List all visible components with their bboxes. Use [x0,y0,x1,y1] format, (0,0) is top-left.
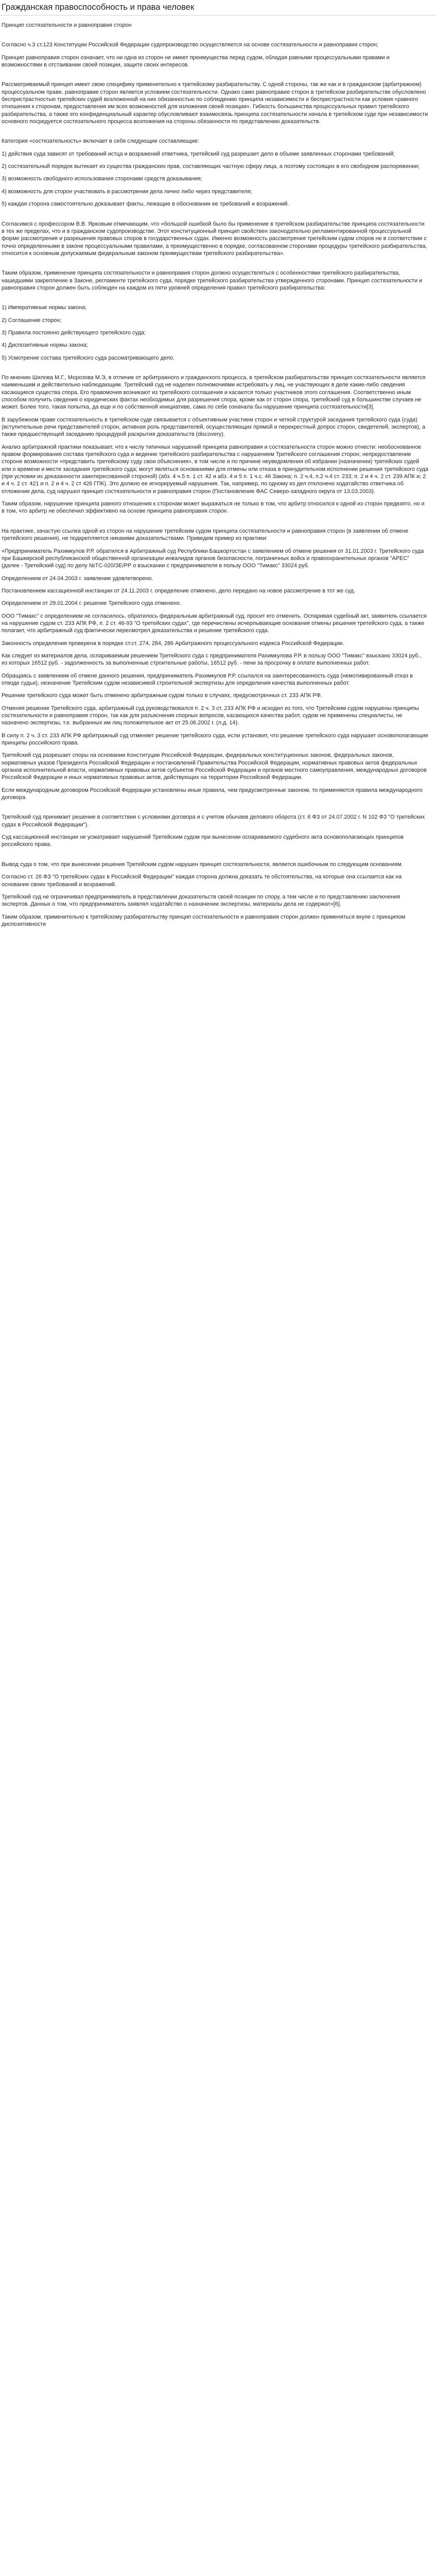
article-paragraph: 5) Усмотрение состава третейского суда рассматривающего дело. [2,354,175,361]
article-paragraph: Анализ арбитражной практики показывает, что к числу типичных нарушений принципа равноправия и состязательности сторон можно отнести: необоснованное правом формирования состава третейского суда и ведение третейского разбирательства с нарушением Третейского соглашения сторон; непредоставление стороне возможности «представить третейскому суду свои объяснения», в том числе и по причине неуведомления об избрании (назначении) третейских судей или о времени и месте заседания третейского суда; могут являться основаниями для отмены или отказа в принудительном исполнении решения третейского суда (при условии их доказанности заинтересованной стороной) (абз. 4 ч.5 п. 1 ст. 42 и абз. 4 и 5 п. 1 ч.с. 46 Закона; п. 2 ч.4, п.2 ч.4 ст. 233; п. 2 и 4 ч. 2 ст. 239 АПК и; 2 и 4 ч. 2 ст. 421 и п. 2 и 4 ч. 2 ст 426 ГПК). Это должно ее игнорируемый нарушения. Так, например, по одному из дел отклонено ходатайство ответчика об отложении дела, суд нарушил принцип состязательности и равноправия сторон (Постановление ФАС Северо-западного округа от 13.03.2003). [2,444,428,495]
article-paragraph: Таким образом, применение принципа состязательности и равноправия сторон должно осуществляться с особенностями третейского разбирательства, нашедшими закрепление в Законе, регламенте третейского суда, порядке третейского разбирательства утвержденного сторонами. Принцип состязательности и равноправия сторон должен быть соблюден на каждом из пяти уровней определения правил третейского разбирательства: [2,270,423,291]
article-paragraph: ООО "Тимакс" с определением не согласилось, обратилось федеральным арбитражный суд, просит его отменить. Оспаривая судебный акт, заявитель ссылается на нарушение судом ст. 233 АПК РФ, п. 2 ст. 46-93 "О третейских судах", где перечислены исчерпывающие основания отмены решения третейского суда, а также полагает, что арбитражный суд фактически пересмотрел доказательства и решение третейского суда. [2,613,427,634]
paragraph-gap [2,806,428,814]
article-paragraph: Законность определения проверена в порядке ст.ст. 274, 284, 286 Арбитражного процессуального кодекса Российской Федерации. [2,640,344,647]
paragraph-gap [2,262,428,269]
article-paragraph: Вывод суда о том, что при вынесении решения Третейским судом нарушен принцип состязательности, является ошибочным по следующим основаниям. [2,861,403,868]
article-paragraph: 2) Соглашение сторон; [2,317,62,324]
article-paragraph: Таким образом, применительно к третейскому разбирательству принцип состязательности и равноправия сторон должен применяться вкупе с принципом диспозитивности [2,913,406,927]
article-paragraph: Принцип равноправия сторон означает, что ни одна из сторон не имеет преимущества перед судом, обладая равными процессуальными правами и возможностями в отстаивании своей позиции, защите своих интересов. [2,54,390,69]
article-paragraph: Как следует из материалов дела, оспариваемым решением Третейского суда с предпринимателя Рахимкулова Р.Р. в пользу ООО "Тимакс" взыскано 33024 руб., из которых 16512 руб. - задолженность за выполненные строительные работы, 16512 руб. - пени за просрочку в оплате выполненных работ. [2,652,422,667]
paragraph-gap [2,297,428,304]
article-paragraph: Согласно ст. 26 ФЗ "О третейских судах в Российской Федерации" каждая сторона должна доказать те обстоятельства, на которые она ссылается как на основание своих требований и возражений. [2,874,402,888]
article-paragraph: Обращаясь с заявлением об отмене данного решения, предприниматель Рахимкулов Р.Р. ссылался на заинтересованность суда (немотивированный отказ в отводе судьи), незначение Третейским судом независимой строительной экспертизы для определения качества выполненных работ. [2,672,413,686]
article-paragraph: Рассматриваемый принцип имеет свою специфику применительно к третейскому разбирательству. С одной стороны, так же как и в гражданском (арбитражном) процессуальном праве, равноправие сторон является условием состязательности. Однако само равноправие сторон в третейском разбирательстве обусловлено беспристрастностью третейских судей возложенной на них обязанностью по соблюдению принципа независимости и беспристрастности как условия «равного отношения к сторонам, предоставления им всех возможностей для изложения своей позиции». Гибкость большинства процессуальных правил третейского разбирательства, а также его конфиденциальный характер обусловливают взаимосвязь принципа состязательности начала в третейском суде при независимости основного посредуется состязательного процесса возложения на стороны обязанности по представлению доказательств. [2,81,428,125]
article-paragraph: Принцип состязательности и равноправия сторон [2,22,132,28]
article-paragraph: Согласно ч.3 ст.123 Конституции Российской Федерации судопроизводство осуществляется на основе состязательности и равноправия сторон; [2,42,379,48]
article-paragraph: Третейский суд принимает решение в соответствии с условиями договора и с учетом обычаев делового оборота (ст. 6 ФЗ от 24.07.2002 г. N 102 ФЗ "О третейских судах в Российской Федерации"). [2,814,425,828]
article-paragraph: Решение третейского суда может быть отменено арбитражным судом только в случаях, предусмотренных ст. 233 АПК РФ. [2,692,322,699]
article-paragraph: Таким образом, нарушение принципа равного отношения к сторонам может выражаться не только в том, что арбитр относился к одной из сторон предвзято, но и в том, что арбитр не обеспечил эффективно на основе принципа равноправия сторон. [2,501,425,515]
paragraph-gap [2,854,428,861]
article-paragraph: Категория «состязательность» включает в себя следующие составляющие: [2,138,199,145]
article-paragraph: Третейский суд разрешает споры на основании Конституции Российской Федерации, федеральных конституционных законов, федеральных законов, нормативных указов Президента Российской Федерации и постановлений Правительства Российской Федерации, нормативных правовых актов федеральных органов исполнительной власти, нормативных правовых актов субъектов Российской Федерации и органов местного самоуправления, международных договоров Российской Федерации и иных нормативных правовых актов, действующих на территории Российской Федерации. [2,752,427,781]
article-paragraph: 1) действия суда зависят от требований истца и возражений ответчика, третейский суд разрешает дело в объеме заявленных сторонами требований; [2,150,395,157]
article-paragraph: 4) возможность для сторон участвовать в рассмотрении дела лично либо через представителя; [2,188,252,195]
article-paragraph: 5) каждая сторона самостоятельно доказывает факты, лежащие в обосновании ее требований и возражений. [2,201,289,208]
article-paragraph: В зарубежном праве состязательность в третейском суде связывается с объективным участием сторон и четкой структурой заседания третейского суда (суда) (вступительные речи представителей сторон, активная роль представителей, осуществляющих прямой и перекрестный допрос сторон, свидетелей, экспертов), а также предшествующей заседанию процедурой раскрытия доказательств (discovery). [2,416,426,438]
article-paragraph: Постановлением кассационной инстанции от 24.11.2003 г. определение отменено, дело передано на новое рассмотрение в тот же суд. [2,587,355,594]
article-paragraph: Определением от 24.04.2003 г. заявление удовлетворено. [2,575,153,582]
article-paragraph: 3) Правила постоянно действующего третейского суда; [2,329,146,336]
paragraph-gap [2,520,428,528]
paragraph-gap [2,74,428,81]
article-paragraph: 1) Императивные нормы закона; [2,304,87,311]
article-paragraph: Если международным договором Российской Федерации установлены иные правила, чем предусмотренные законом, то применяются правила международного договора. [2,787,423,801]
article-paragraph: В силу п. 2 ч. 3 ст. 233 АПК РФ арбитражный суд отменяет решение третейского суда, если установит, что решение третейского суда нарушает основополагающие принципы российского права. [2,732,428,747]
article-paragraph: Определением от 29.01.2004 г. решение Третейского суда отменено. [2,600,182,607]
article-paragraph: Отменяя решение Третейского суда, арбитражный суд руководствовался п. 2 ч. 3 ст. 233 АПК РФ и исходил из того, что Третейским судом нарушены принципы состязательности и равноправия сторон, так как для разъяснения спорных вопросов, касающихся качества работ, судом не применены специалисты, не назначено экспертизы, т.е. выбранных им лиц положительное акт от 25.06.2002 г. (л.д. 14). [2,705,419,726]
page-title: Гражданская правоспособность и права человек [2,3,195,12]
page-header [0,0,436,15]
paragraph-gap [2,34,428,41]
article-paragraph: Согласимся с профессором В.В. Ярковым отмечающим, что «большой ошибкой было бы применение в третейском разбирательстве принципа состязательности в тех же пределах, что и в гражданском судопроизводстве. Этот конституционный принцип свойствен законодательно регламентированной процессуальной форме рассмотрения и разрешения правовых споров в государственных судах. Именно возможность рассмотрения третейским судом споров не в соответствии с точно определенными в законе процессуальными правилами, а преимущественно в порядке, согласованном сторонами процедуры третейского разбирательства, относится к основным допускаемым федеральным законом преимуществам третейского разбирательства». [2,221,427,257]
paragraph-gap [2,367,428,374]
paragraph-gap [2,213,428,221]
article-paragraph: 2) состязательный порядок вытекает из существа гражданских прав, составляющих частную сферу лица, а поэтому состоящих в его свободном распоряжении; [2,163,420,170]
paragraph-gap [2,130,428,138]
article-paragraph: Суд кассационной инстанции не усматривает нарушений Третейским судом при вынесении оспариваемого судебного акта основополагающих принципов российского права. [2,834,404,848]
article-paragraph: На практике, зачастую ссылка одной из сторон на нарушение третейским судом принципа состязательности и равноправия сторон (в заявлении об отмене третейского решения), не подкрепляется никакими доказательствами. Приведем пример из практики: [2,528,409,542]
article-paragraph: По мнению Шилова М.Г., Морозова М.Э, в отличие от арбитражного и гражданского процесса, в третейском разбирательстве принцип состязательности является наименьшим и действительно наблюдающим. Третейский суд не наделен полномочиями истребовать у лиц, не участвующих в деле какие-либо сведения касающиеся существа спора. Его правомочия возникают из третейского соглашения и касаются только участников этого соглашения. Соответственно иным способом получить сведения о юридических фактах необходимых для разрешения спора, кроме как от сторон спора, третейский суд в большинстве случаев не может. Более того, такая попытка, да еще и по собственной инициативе, сама по себе означала бы нарушение принципа состязательности[3]. [2,374,426,411]
article-paragraph: 4) Диспозитивные нормы закона; [2,342,88,349]
article-body [0,15,430,928]
article-paragraph: Третейский суд не ограничивал предприниматель в представлении доказательств своей позиции по спору, а тем числе и по представлению заключения экспертов. Данных о том, что предприниматель заявлял ходатайство о назначении экспертизы, материалы дела не содержат»[6]. [2,893,400,908]
article-paragraph: «Предприниматель Рахимкулов Р.Р. обратился в Арбитражный суд Республики Башкортостан с заявлением об отмене решения от 31.01.2003 г. Третейского суда при Башкирской республиканской общественной организации инвалидов органов безопасности, пограничных войск и правоохранительных органов "АРЕС" (далее - Третейский суд) по делу №ТС-020/ЗЕ/РР о взыскании с предпринимателя в пользу ООО "Тимакс" 33024 руб. [2,548,424,569]
article-paragraph: 3) возможность свободного использования сторонами средств доказывания; [2,176,202,182]
